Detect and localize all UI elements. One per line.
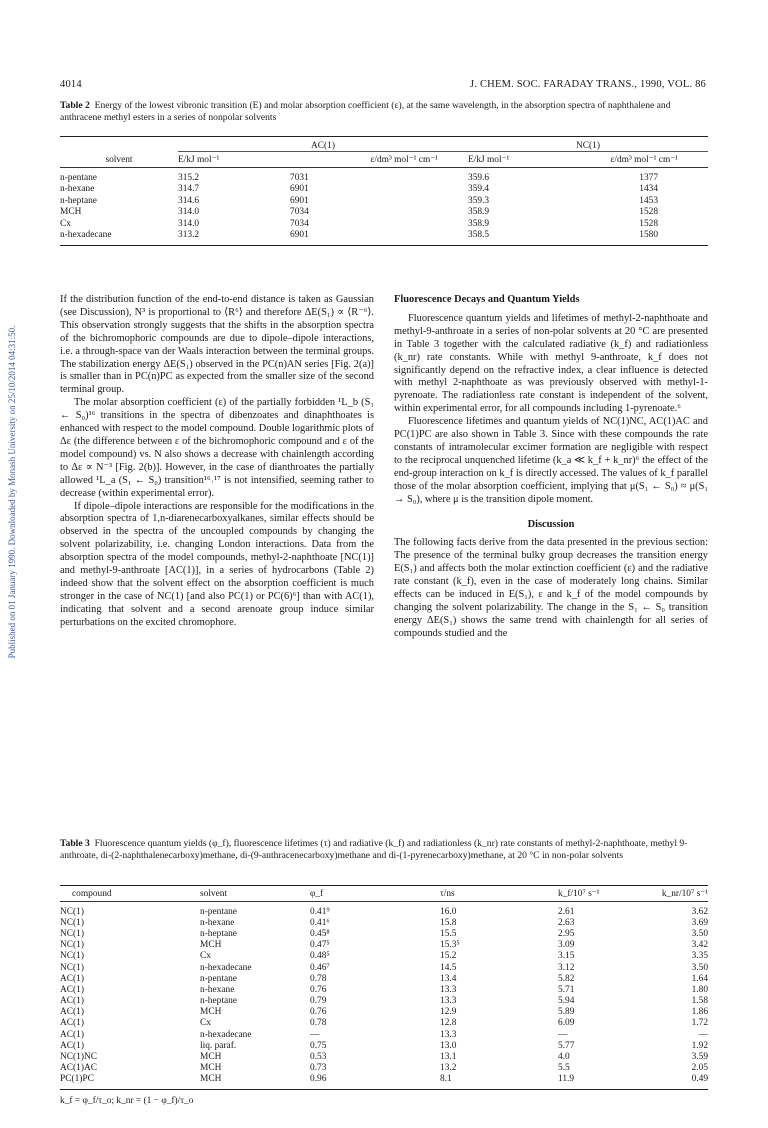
table-cell: MCH	[200, 940, 222, 951]
table-cell: 3.15	[558, 951, 575, 962]
table3-header-knr: k_nr/10⁷ s⁻¹	[661, 889, 708, 899]
table-cell: 16.0	[440, 906, 457, 917]
paragraph: Fluorescence quantum yields and lifetimes of methyl-2-naphthoate and methyl-9-anthroate in a series of non-polar solvents at 20 °C are presented in Table 3 together with the calculated radiative (k_f) and radiationless (k_nr) rate constants. While with methyl 9-anthroate, k_f does not significantly depend on the refractive index, a clear influence is detected with methyl 2-naphthoate as was previously observed with methyl-1-pyrenoate. The radiationless rate constant is independent of the solvent, within experimental error, for all compounds including 1-pyrenoate.⁶	[394, 312, 708, 415]
table-cell: AC(1)	[60, 1007, 84, 1018]
table-cell: NC(1)	[60, 951, 84, 962]
table-cell: MCH	[200, 1052, 222, 1063]
table-cell: NC(1)	[60, 962, 84, 973]
table-cell: NC(1)	[60, 906, 84, 917]
table-row	[60, 902, 708, 918]
table-cell: 0.41⁶	[310, 917, 330, 928]
table-cell: —	[558, 1029, 568, 1040]
table-cell: 5.94	[558, 996, 575, 1007]
table-cell: 0.76	[310, 1007, 327, 1018]
table-cell: n-hexane	[60, 184, 95, 195]
table-cell: 2.61	[558, 906, 575, 917]
table-cell: 0.76	[310, 984, 327, 995]
table-cell: 1.72	[691, 1018, 708, 1029]
table-cell: 1434	[639, 184, 658, 195]
table3-label: Table 3	[60, 838, 90, 849]
table-cell: PC(1)PC	[60, 1074, 94, 1085]
table-row	[60, 1063, 708, 1074]
table-row	[60, 184, 708, 195]
table-cell: 0.45⁸	[310, 928, 330, 939]
table-row	[60, 1051, 708, 1062]
table-cell: 13.0	[440, 1040, 457, 1051]
table2-header-eps-nc: ε/dm³ mol⁻¹ cm⁻¹	[610, 155, 678, 166]
table-cell: 15.8	[440, 917, 457, 928]
table-cell: AC(1)	[60, 1029, 84, 1040]
table-cell: 0.47⁵	[310, 940, 330, 951]
journal-running-head: J. CHEM. SOC. FARADAY TRANS., 1990, VOL. 86	[470, 79, 706, 90]
table-cell: n-pentane	[200, 973, 237, 984]
left-column	[60, 294, 374, 630]
page-number: 4014	[60, 79, 82, 90]
table-cell: 0.79	[310, 996, 327, 1007]
table-cell: Cx	[200, 951, 211, 962]
table-cell: 7034	[290, 207, 309, 218]
table2-caption	[60, 100, 708, 123]
table-cell: 1453	[639, 195, 658, 206]
table2	[60, 136, 708, 246]
table-cell: MCH	[200, 1063, 222, 1074]
table-row	[60, 984, 708, 995]
table-cell: 11.9	[558, 1074, 575, 1085]
table-cell: 14.5	[440, 962, 457, 973]
right-column	[394, 294, 708, 641]
table-cell: n-hexadecane	[60, 230, 112, 241]
table-row	[60, 1029, 708, 1040]
table-cell: 4.0	[558, 1052, 570, 1063]
table-cell: 13.4	[440, 973, 457, 984]
table-row	[60, 951, 708, 962]
table-cell: 5.5	[558, 1063, 570, 1074]
table-cell: 314.7	[178, 184, 200, 195]
table-cell: 1528	[639, 207, 658, 218]
table-cell: 0.73	[310, 1063, 327, 1074]
table-row	[60, 1040, 708, 1051]
table-cell: AC(1)	[60, 984, 84, 995]
table-cell: 358.5	[468, 230, 490, 241]
table2-header-eps-ac: ε/dm³ mol⁻¹ cm⁻¹	[370, 155, 438, 166]
download-notice	[6, 232, 18, 752]
table2-label: Table 2	[60, 100, 90, 111]
table-cell: NC(1)	[60, 928, 84, 939]
table3-header-solvent: solvent	[200, 888, 228, 899]
paragraph: Fluorescence lifetimes and quantum yields of NC(1)NC, AC(1)AC and PC(1)PC are also shown in Table 3. Since with these compounds the rate constants of intramolecular excimer formation are negligible with respect to the reciprocal unquenched lifetime (k_a ≪ k_f + k_nr)⁶ the effect of the end-group interaction on k_f is directly accessed. The values of k_f parallel those of the molar absorption coefficient, implying that μ(S₁ ← S₀) ≈ μ(S₁ → S₀), where μ is the transition dipole moment.	[394, 416, 708, 505]
table-cell: NC(1)	[60, 940, 84, 951]
table-cell: 315.2	[178, 173, 200, 184]
table-row	[60, 207, 708, 218]
table-cell: 15.3⁵	[440, 940, 460, 951]
table-cell: —	[310, 1029, 320, 1040]
table-row	[60, 996, 708, 1007]
table3-caption	[60, 838, 708, 861]
table-cell: 359.4	[468, 184, 490, 195]
table-row	[60, 928, 708, 939]
table2-group-ac: AC(1)	[178, 137, 468, 152]
table-cell: NC(1)NC	[60, 1052, 97, 1063]
paragraph: If dipole–dipole interactions are responsible for the modifications in the absorption spectra of 1,n-diarenecarboxyalkanes, similar effects should be observed in the spectra of the uncoupled compounds by changing the solvent polarizability, i.e. changing London interactions. Data from the absorption spectra of the model compounds, methyl-2-naphthoate [NC(1)] and methyl-9-anthroate [AC(1)], in a series of hydrocarbons (Table 2) indeed show that the solvent effect on the absorption coefficient is much stronger in the case of NC(1) [and also PC(1) or PC(6)⁶] than with AC(1), indicating that solvent and a second arenoate group induce similar perturbations on the excited chromophore.	[60, 500, 374, 628]
table-cell: 12.8	[440, 1018, 457, 1029]
table-cell: 3.42	[691, 940, 708, 951]
table-row	[60, 973, 708, 984]
table-cell: 13.3	[440, 996, 457, 1007]
table-row	[60, 917, 708, 928]
table-cell: 7031	[290, 173, 309, 184]
table-cell: 359.6	[468, 173, 490, 184]
table-cell: AC(1)AC	[60, 1063, 97, 1074]
table-cell: 0.78	[310, 1018, 327, 1029]
table-cell: 359.3	[468, 195, 490, 206]
table-cell: 1528	[639, 218, 658, 229]
table-cell: 13.3	[440, 1029, 457, 1040]
table-cell: AC(1)	[60, 1018, 84, 1029]
table-cell: n-hexane	[200, 917, 235, 928]
table-cell: 15.5	[440, 928, 457, 939]
table2-header-e-ac: E/kJ mol⁻¹	[178, 155, 220, 166]
table-cell: 3.09	[558, 940, 575, 951]
table-cell: 0.49	[691, 1074, 708, 1085]
table-cell: 7034	[290, 218, 309, 229]
table-row	[60, 168, 708, 184]
table-cell: 1.80	[691, 984, 708, 995]
table-cell: 8.1	[440, 1074, 452, 1085]
table-cell: MCH	[200, 1007, 222, 1018]
table-cell: 1.86	[691, 1007, 708, 1018]
table-cell: 6901	[290, 195, 309, 206]
table-row	[60, 195, 708, 206]
table-cell: n-pentane	[200, 906, 237, 917]
table2-group-nc: NC(1)	[468, 137, 708, 152]
table-cell: MCH	[200, 1074, 222, 1085]
table-cell: 3.62	[691, 906, 708, 917]
table-cell: 0.75	[310, 1040, 327, 1051]
download-notice-text: Published on 01 January 1990. Downloaded by Monash University on 25/10/2014 04:31:50.	[7, 325, 17, 659]
table-row	[60, 940, 708, 951]
table-row	[60, 1007, 708, 1018]
table-cell: AC(1)	[60, 996, 84, 1007]
table-cell: 6901	[290, 184, 309, 195]
table2-header-solvent: solvent	[105, 154, 133, 165]
table-row	[60, 1074, 708, 1089]
table-cell: Cx	[60, 218, 71, 229]
table3	[60, 885, 708, 1106]
table-cell: n-heptane	[60, 195, 97, 206]
table-cell: n-hexadecane	[200, 1029, 252, 1040]
table-cell: 2.05	[691, 1063, 708, 1074]
section-heading-fluorescence: Fluorescence Decays and Quantum Yields	[394, 294, 580, 305]
table-cell: 13.2	[440, 1063, 457, 1074]
table-cell: 5.71	[558, 984, 575, 995]
table-cell: 6.09	[558, 1018, 575, 1029]
table-cell: 3.69	[691, 917, 708, 928]
table-cell: —	[698, 1029, 708, 1040]
table-cell: 358.9	[468, 218, 490, 229]
table-cell: n-hexane	[200, 984, 235, 995]
table-cell: 313.2	[178, 230, 200, 241]
table-cell: 1.92	[691, 1040, 708, 1051]
table-cell: 6901	[290, 230, 309, 241]
table-cell: 5.77	[558, 1040, 575, 1051]
table-cell: 0.48⁵	[310, 951, 330, 962]
table-cell: liq. paraf.	[200, 1040, 237, 1051]
table-cell: 2.95	[558, 928, 575, 939]
table-cell: 12.9	[440, 1007, 457, 1018]
table-cell: 0.96	[310, 1074, 327, 1085]
table-cell: 0.46⁷	[310, 962, 330, 973]
table-cell: 314.6	[178, 195, 200, 206]
table2-caption-text: Energy of the lowest vibronic transition (E) and molar absorption coefficient (ε), at the same wavelength, in the absorption spectra of naphthalene and anthracene methyl esters in a series of nonpolar solvents	[60, 100, 671, 123]
table-cell: 3.50	[691, 928, 708, 939]
table3-header-kf: k_f/10⁷ s⁻¹	[558, 889, 600, 899]
table-cell: 3.35	[691, 951, 708, 962]
paragraph: The following facts derive from the data presented in the previous section: The presence of the terminal bulky group decreases the transition energy E(S₁) and affects both the molar extinction coefficient (ε) and the radiative rate constant (k_f), even in the case of moderately long chains. Similar effects can be induced in E(S₁), ε and k_f of the model compounds by changing the solvent polarizability. The change in the S₁ ← S₀ transition energy ΔE(S₁) shows the same trend with chainlength for all series of compounds studied and the	[394, 537, 708, 639]
table-cell: AC(1)	[60, 1040, 84, 1051]
table-row	[60, 1018, 708, 1029]
table-cell: 3.50	[691, 962, 708, 973]
table-cell: 1580	[639, 230, 658, 241]
table-cell: 13.1	[440, 1052, 457, 1063]
table-cell: 0.41⁹	[310, 906, 330, 917]
table-cell: 2.63	[558, 917, 575, 928]
table-cell: 1.58	[691, 996, 708, 1007]
table-cell: 314.0	[178, 218, 200, 229]
table-row	[60, 229, 708, 245]
table-cell: 0.78	[310, 973, 327, 984]
table-cell: NC(1)	[60, 917, 84, 928]
table-cell: 3.12	[558, 962, 575, 973]
table-cell: 5.89	[558, 1007, 575, 1018]
table-cell: AC(1)	[60, 973, 84, 984]
table-cell: 5.82	[558, 973, 575, 984]
table-cell: 1.64	[691, 973, 708, 984]
table-cell: 1377	[639, 173, 658, 184]
table3-bottom-rule	[60, 1089, 708, 1090]
table-cell: n-heptane	[200, 996, 237, 1007]
paragraph: The molar absorption coefficient (ε) of the partially forbidden ¹L_b (S₁ ← S₀)¹⁶ transitions in the spectra of dibenzoates and dinaphthoates is enhanced with respect to the model compound. Double logarithmic plots of Δε (the difference between ε of the bichromophoric compound and ε of the model compound) vs. N also shows a decrease with chainlength according to Δε ∝ N⁻³ [Fig. 2(b)]. However, in the case of dianthroates the partially allowed ¹L_a (S₁ ← S₀) transition¹⁶˒¹⁷ is not intensified, seeming rather to decrease (within experimental error).	[60, 397, 374, 499]
table-cell: n-hexadecane	[200, 962, 252, 973]
table-cell: 3.59	[691, 1052, 708, 1063]
table3-header-compound: compound	[72, 888, 112, 899]
section-heading-discussion: Discussion	[527, 518, 575, 530]
table-cell: MCH	[60, 207, 82, 218]
table3-caption-text: Fluorescence quantum yields (φ_f), fluorescence lifetimes (τ) and radiative (k_f) and radiationless (k_nr) rate constants of methyl-2-naphthoate, methyl 9-anthroate, di-(2-naphthalenecarboxy)methane, di-(9-anthracenecarboxy)methane and di-(1-pyrenecarboxy)methane, at 20 °C in non-polar solvents	[60, 838, 688, 861]
table-cell: 13.3	[440, 984, 457, 995]
table-cell: n-heptane	[200, 928, 237, 939]
table-cell: 15.2	[440, 951, 457, 962]
table-cell: 314.0	[178, 207, 200, 218]
table3-header-tau: τ/ns	[440, 888, 455, 899]
table-row	[60, 962, 708, 973]
table-cell: Cx	[200, 1018, 211, 1029]
table-row	[60, 218, 708, 229]
paragraph: If the distribution function of the end-to-end distance is taken as Gaussian (see Discussion), N³ is proportional to ⟨R⁶⟩ and therefore ΔE(S₁) ∝ ⟨R⁻⁶⟩. This observation strongly suggests that the shifts in the absorption spectra of the bichromophoric compounds are due to dipole–dipole interactions, i.e. a through-space van der Waals interaction between the terminal groups. The stabilization energy ΔE(S₁) observed in the PC(n)AN series [Fig. 2(a)] is smaller than in PC(n)PC as expected from the smaller size of the second terminal group.	[60, 294, 374, 396]
table3-header-phi: φ_f	[310, 888, 324, 899]
table-cell: n-pentane	[60, 173, 97, 184]
table-cell: 0.53	[310, 1052, 327, 1063]
table3-footnote: k_f = φ_f/τ_o; k_nr = (1 − φ_f)/τ_o	[60, 1096, 194, 1106]
table2-header-e-nc: E/kJ mol⁻¹	[468, 155, 510, 166]
table-cell: 358.9	[468, 207, 490, 218]
